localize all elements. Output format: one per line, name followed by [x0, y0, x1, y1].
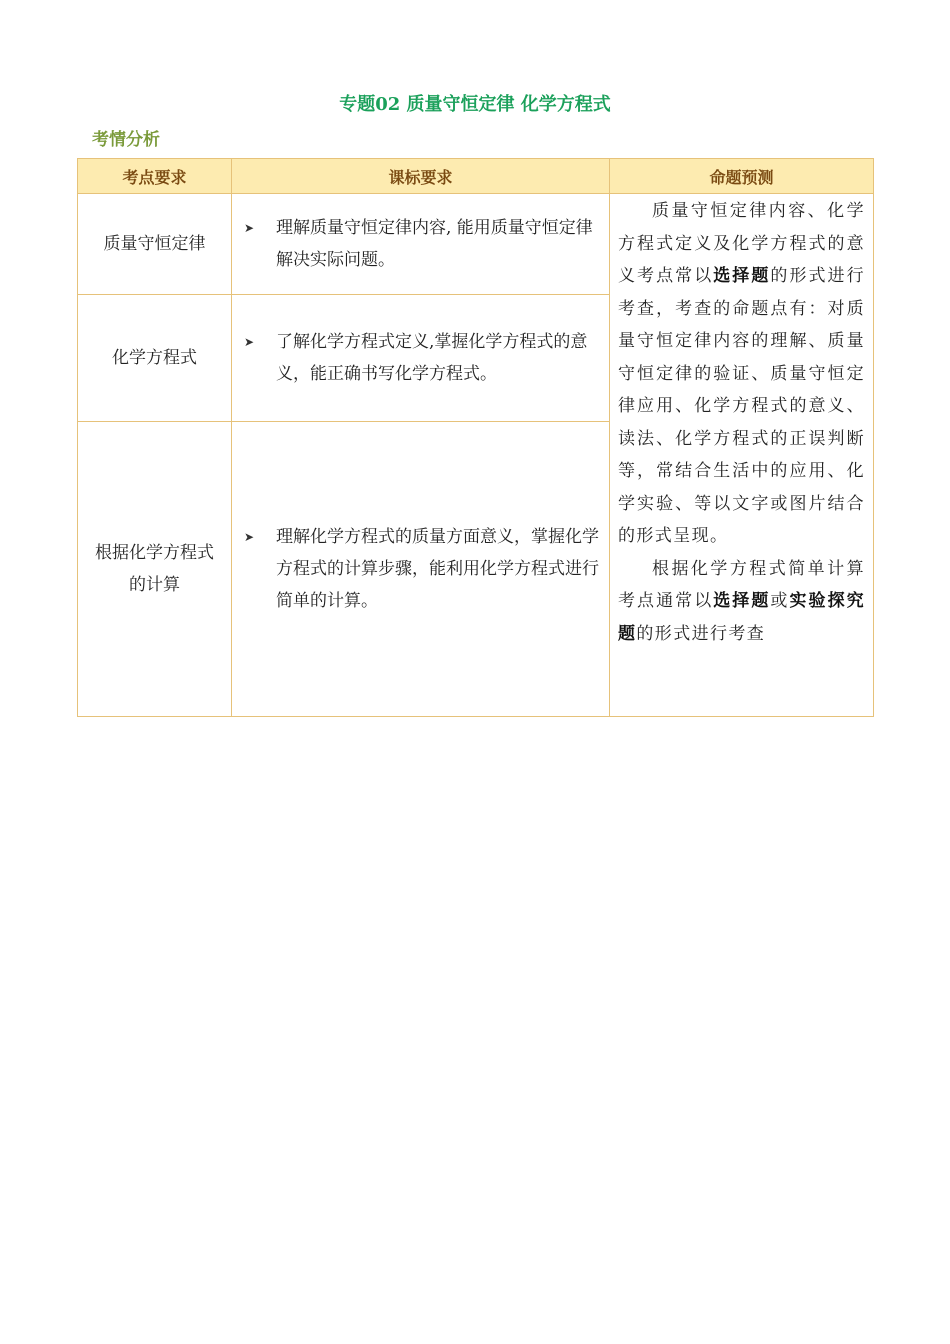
prediction-paragraph-1	[618, 195, 865, 553]
bullet-item	[244, 212, 599, 276]
requirement-text: 了解化学方程式定义,掌握化学方程式的意义，能正确书写化学方程式。	[276, 332, 588, 384]
topic-line: 的计算	[129, 575, 180, 595]
arrow-bullet-icon: ➤	[244, 221, 255, 235]
header-prediction: 命题预测	[610, 159, 874, 194]
requirement-cell	[232, 422, 610, 717]
prediction-emphasis: 选择题	[713, 591, 771, 611]
prediction-cell	[610, 194, 874, 717]
prediction-text: 的形式进行考查，考查的命题点有：对质量守恒定律内容的理解、质量守恒定律的验证、质量守恒定律应用、化学方程式的意义、读法、化学方程式的正误判断等，常结合生活中的应用、化学实验、等以文字或图片结合的形式呈现。	[618, 266, 866, 546]
arrow-bullet-icon: ➤	[244, 335, 255, 349]
prediction-text: 质量守恒定律内容、化学方程式定义及化学方程式的意义考点常以	[618, 201, 865, 286]
requirement-cell	[232, 295, 610, 422]
table-header-row	[78, 159, 874, 194]
topic-cell: 化学方程式	[78, 295, 232, 422]
prediction-paragraph-2	[618, 553, 865, 651]
bullet-item	[244, 326, 599, 390]
topic-line: 根据化学方程式	[95, 543, 214, 563]
prediction-text: 或	[770, 591, 790, 611]
prediction-emphasis: 实验探究题	[618, 591, 866, 644]
bullet-item	[244, 521, 599, 617]
page-title: 专题02 质量守恒定律 化学方程式	[339, 94, 611, 115]
prediction-text: 的形式进行考查	[636, 623, 766, 644]
analysis-table	[77, 158, 874, 717]
topic-cell: 质量守恒定律	[78, 194, 232, 295]
table-row	[78, 194, 874, 295]
requirement-text: 理解质量守恒定律内容, 能用质量守恒定律解决实际问题。	[276, 218, 593, 270]
header-requirement: 课标要求	[232, 159, 610, 194]
section-heading: 考情分析	[92, 130, 160, 150]
arrow-bullet-icon: ➤	[244, 530, 255, 544]
topic-cell	[78, 422, 232, 717]
requirement-cell	[232, 194, 610, 295]
prediction-text: 根据化学方程式简单计算考点通常以	[618, 558, 865, 611]
requirement-text: 理解化学方程式的质量方面意义，掌握化学方程式的计算步骤，能利用化学方程式进行简单的计算。	[276, 527, 599, 611]
header-topic: 考点要求	[78, 159, 232, 194]
prediction-emphasis: 选择题	[713, 266, 771, 286]
